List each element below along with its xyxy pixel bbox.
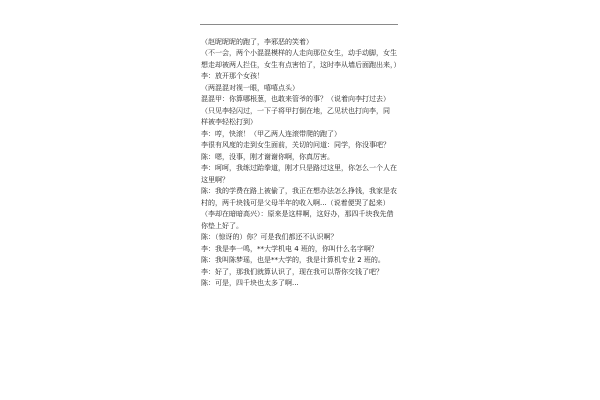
text-line: 李很有风度的走到女生面前，关切的问道：同学，你没事吧？ [201, 141, 390, 149]
text-line: 李：呵呵，我练过跆拳道，刚才只是路过这里，你怎么一个人在 [201, 164, 397, 172]
text-line: （两混混对视一眼，嘻嘻点头） [201, 84, 299, 92]
text-line: 李：放开那个女孩！ [201, 72, 264, 80]
top-rule [200, 24, 398, 25]
text-line: 样被李轻松打到） [201, 118, 257, 126]
text-line: 想走却被两人拦住，女生有点害怕了，这时李从墙后面跑出来，） [201, 61, 401, 69]
text-line: 陈：我的学费在路上被偷了，我正在想办法怎么挣钱，我家是农 [201, 187, 397, 195]
text-line: 陈：嗯，没事，刚才谢谢你啊，你真厉害。 [201, 153, 334, 161]
text-line: 陈：我叫陈梦瑶，也是**大学的，我是计算机专业 2 班的。 [201, 256, 385, 264]
text-line: 你垫上好了。 [201, 222, 243, 230]
text-line: 这里啊？ [201, 176, 229, 184]
text-line: 李：我是李一鸣，**大学机电 4 班的，你叫什么名字啊？ [201, 245, 378, 253]
text-line: （不一会，两个小混混模样的人走向那位女生，动手动脚，女生 [201, 49, 397, 57]
text-line: 村的，两千块钱可是父母半年的收入啊...（说着便哭了起来） [201, 199, 390, 207]
document-body [201, 37, 416, 290]
text-line: （只见李轻闪过，一下子将甲打倒在地，乙见状也打向李，同 [201, 107, 390, 115]
text-line: 李：好了，那我们就算认识了，现在我可以帮你交钱了吧？ [201, 268, 383, 276]
text-line: 陈：可是，四千块也太多了啊... [201, 279, 299, 287]
text-line: 李：哼，快滚！（甲乙两人连滚带爬的跑了） [201, 130, 341, 138]
text-line: 混混甲：你算哪根葱，也敢来管爷的事？（说着向李打过去） [201, 95, 390, 103]
text-line: （赵昵昵昵的跑了，李邪恶的笑着） [201, 38, 313, 46]
text-line: （李却在暗暗高兴）：原来是这样啊，这好办，那四千块我先借 [201, 210, 394, 218]
text-line: 陈：（惊讶的）你？可是我们都还不认识啊？ [201, 233, 338, 241]
